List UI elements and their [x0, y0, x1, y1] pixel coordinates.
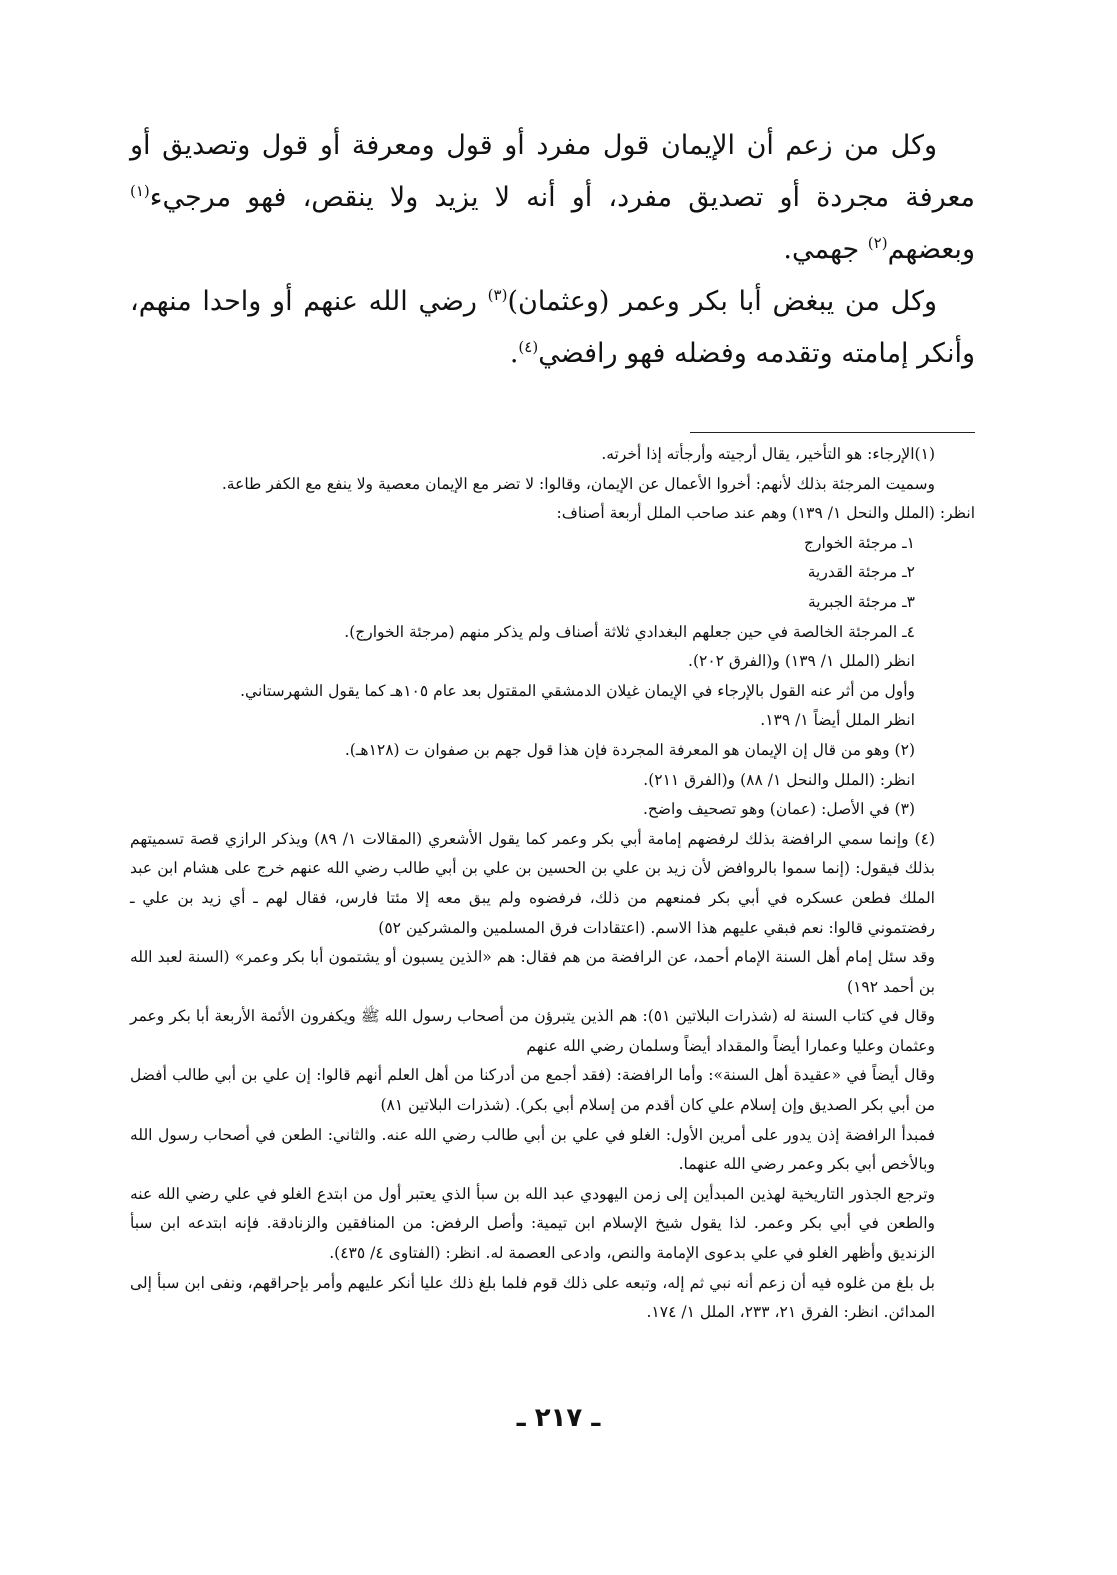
footnote-ref-4: (٤) — [518, 338, 539, 356]
main-text-run: جهمي. — [783, 234, 868, 265]
main-text-run: رضي الله عنهم أو واحدا منهم، وأنكر إمامته وتقدمه وفضله فهو رافضي — [130, 286, 975, 369]
page-number: ـ ٢١٧ ـ — [516, 1403, 601, 1433]
footnote-line: وسميت المرجئة بذلك لأنهم: أخروا الأعمال عن الإيمان، وقالوا: لا تضر مع الإيمان معصية ولا ينفع مع الكفر طاعة. — [221, 474, 935, 493]
footnote-ref-2: (٢) — [867, 234, 888, 252]
footnotes — [130, 440, 975, 1328]
main-text-run: وبعضهم — [887, 234, 975, 265]
footnote-ref-1: (١) — [130, 182, 150, 200]
main-text-run: وكل من يبغض أبا بكر وعمر (وعثمان) — [507, 286, 937, 317]
footnote-paragraph: وترجع الجذور التاريخية لهذين المبدأين إلى زمن اليهودي عبد الله بن سبأ الذي يعتبر أول من ابتدع الغلو في علي رضي الله عنه والطعن في أبي بكر وعمر. لذا يقول شيخ الإسلام ابن تيمية: وأصل الرفض: من المنافقين والزنادقة. فإنه ابتدعه ابن سبأ الزنديق وأظهر الغلو في علي بدعوى الإمامة والنص، وادعى العصمة له. انظر: (الفتاوى ٤/ ٤٣٥). — [130, 1184, 935, 1263]
footnote-list-item: ٣ـ مرجئة الجبرية — [807, 592, 915, 611]
footnote-list-item: ٢ـ مرجئة القدرية — [807, 563, 915, 582]
main-paragraph-1 — [130, 120, 975, 276]
main-text — [130, 120, 975, 380]
footnote-line: (٢) وهو من قال إن الإيمان هو المعرفة المجردة فإن هذا قول جهم بن صفوان ت (١٢٨هـ). — [344, 740, 915, 759]
main-text-run: . — [509, 338, 519, 369]
footnote-line: وأول من أثر عنه القول بالإرجاء في الإيمان غيلان الدمشقي المقتول بعد عام ١٠٥هـ كما يقول الشهرستاني. — [240, 681, 915, 700]
footnote-paragraph: (٤) وإنما سمي الرافضة بذلك لرفضهم إمامة أبي بكر وعمر كما يقول الأشعري (المقالات ١/ ٨٩) ويذكر الرازي قصة تسميتهم بذلك فيقول: (إنما سموا بالروافض لأن زيد بن علي بن الحسين بن علي بن أبي طالب رضي الله عنهم خرج على هشام ابن عبد الملك فطعن عسكره في أبي بكر فمنعهم من ذلك، فرفضوه ولم يبق معه إلا مئتا فارس، فقال لهم ـ أي زيد بن علي ـ رفضتموني قالوا: نعم فبقي عليهم هذا الاسم. (اعتقادات فرق المسلمين والمشركين ٥٢) — [130, 829, 935, 937]
footnote-line: انظر: (الملل والنحل ١/ ١٣٩) وهم عند صاحب الملل أربعة أصناف: — [556, 504, 975, 523]
footnote-paragraph: وقد سئل إمام أهل السنة الإمام أحمد، عن الرافضة من هم فقال: هم «الذين يسبون أو يشتمون أبا بكر وعمر» (السنة لعبد الله بن أحمد ١٩٢) — [130, 948, 935, 996]
footnote-line: (١)الإرجاء: هو التأخير، يقال أرجيته وأرجأته إذا أخرته. — [601, 445, 935, 463]
footnote-ref-3: (٣) — [487, 286, 508, 304]
footnote-list-item: ٤ـ المرجئة الخالصة في حين جعلهم البغدادي ثلاثة أصناف ولم يذكر منهم (مرجئة الخوارج). — [344, 622, 915, 641]
main-text-run: وكل من زعم أن الإيمان قول مفرد أو قول ومعرفة أو قول وتصديق أو معرفة مجردة أو تصديق مفرد، أو أنه لا يزيد ولا ينقص، فهو مرجيء — [130, 130, 975, 213]
footnote-line: انظر: (الملل والنحل ١/ ٨٨) و(الفرق ٢١١). — [643, 770, 915, 789]
main-paragraph-2 — [130, 276, 975, 380]
footnote-line: انظر (الملل ١/ ١٣٩) و(الفرق ٢٠٢). — [688, 652, 915, 671]
footnote-separator — [690, 432, 975, 433]
footnote-paragraph: فمبدأ الرافضة إذن يدور على أمرين الأول: الغلو في علي بن أبي طالب رضي الله عنه. والثاني: الطعن في أصحاب رسول الله وبالأخص أبي بكر وعمر رضي الله عنهما. — [130, 1125, 935, 1174]
footnote-line: انظر الملل أيضاً ١/ ١٣٩. — [760, 711, 915, 730]
footnote-line: (٣) في الأصل: (عمان) وهو تصحيف واضح. — [642, 800, 915, 819]
footnote-paragraph: بل بلغ من غلوه فيه أن زعم أنه نبي ثم إله، وتبعه على ذلك قوم فلما بلغ ذلك عليا أنكر عليهم وأمر بإحراقهم، ونفى ابن سبأ إلى المدائن. انظر: الفرق ٢١، ٢٣٣، الملل ١/ ١٧٤. — [130, 1273, 935, 1322]
footnote-paragraph: وقال في كتاب السنة له (شذرات البلاتين ٥١): هم الذين يتبرؤن من أصحاب رسول الله ﷺ ويكفرون الأئمة الأربعة أبا بكر وعمر وعثمان وعليا وعمارا أيضاً والمقداد أيضاً وسلمان رضي الله عنهم — [130, 1007, 936, 1055]
footnote-list-item: ١ـ مرجئة الخوارج — [804, 533, 915, 552]
footnote-paragraph: وقال أيضاً في «عقيدة أهل السنة»: وأما الرافضة: (فقد أجمع من أدركنا من أهل العلم أنهم قالوا: إن علي بن أبي طالب أفضل من أبي بكر الصديق وإن إسلام علي كان أقدم من إسلام أبي بكر). (شذرات البلاتين ٨١) — [130, 1066, 935, 1115]
